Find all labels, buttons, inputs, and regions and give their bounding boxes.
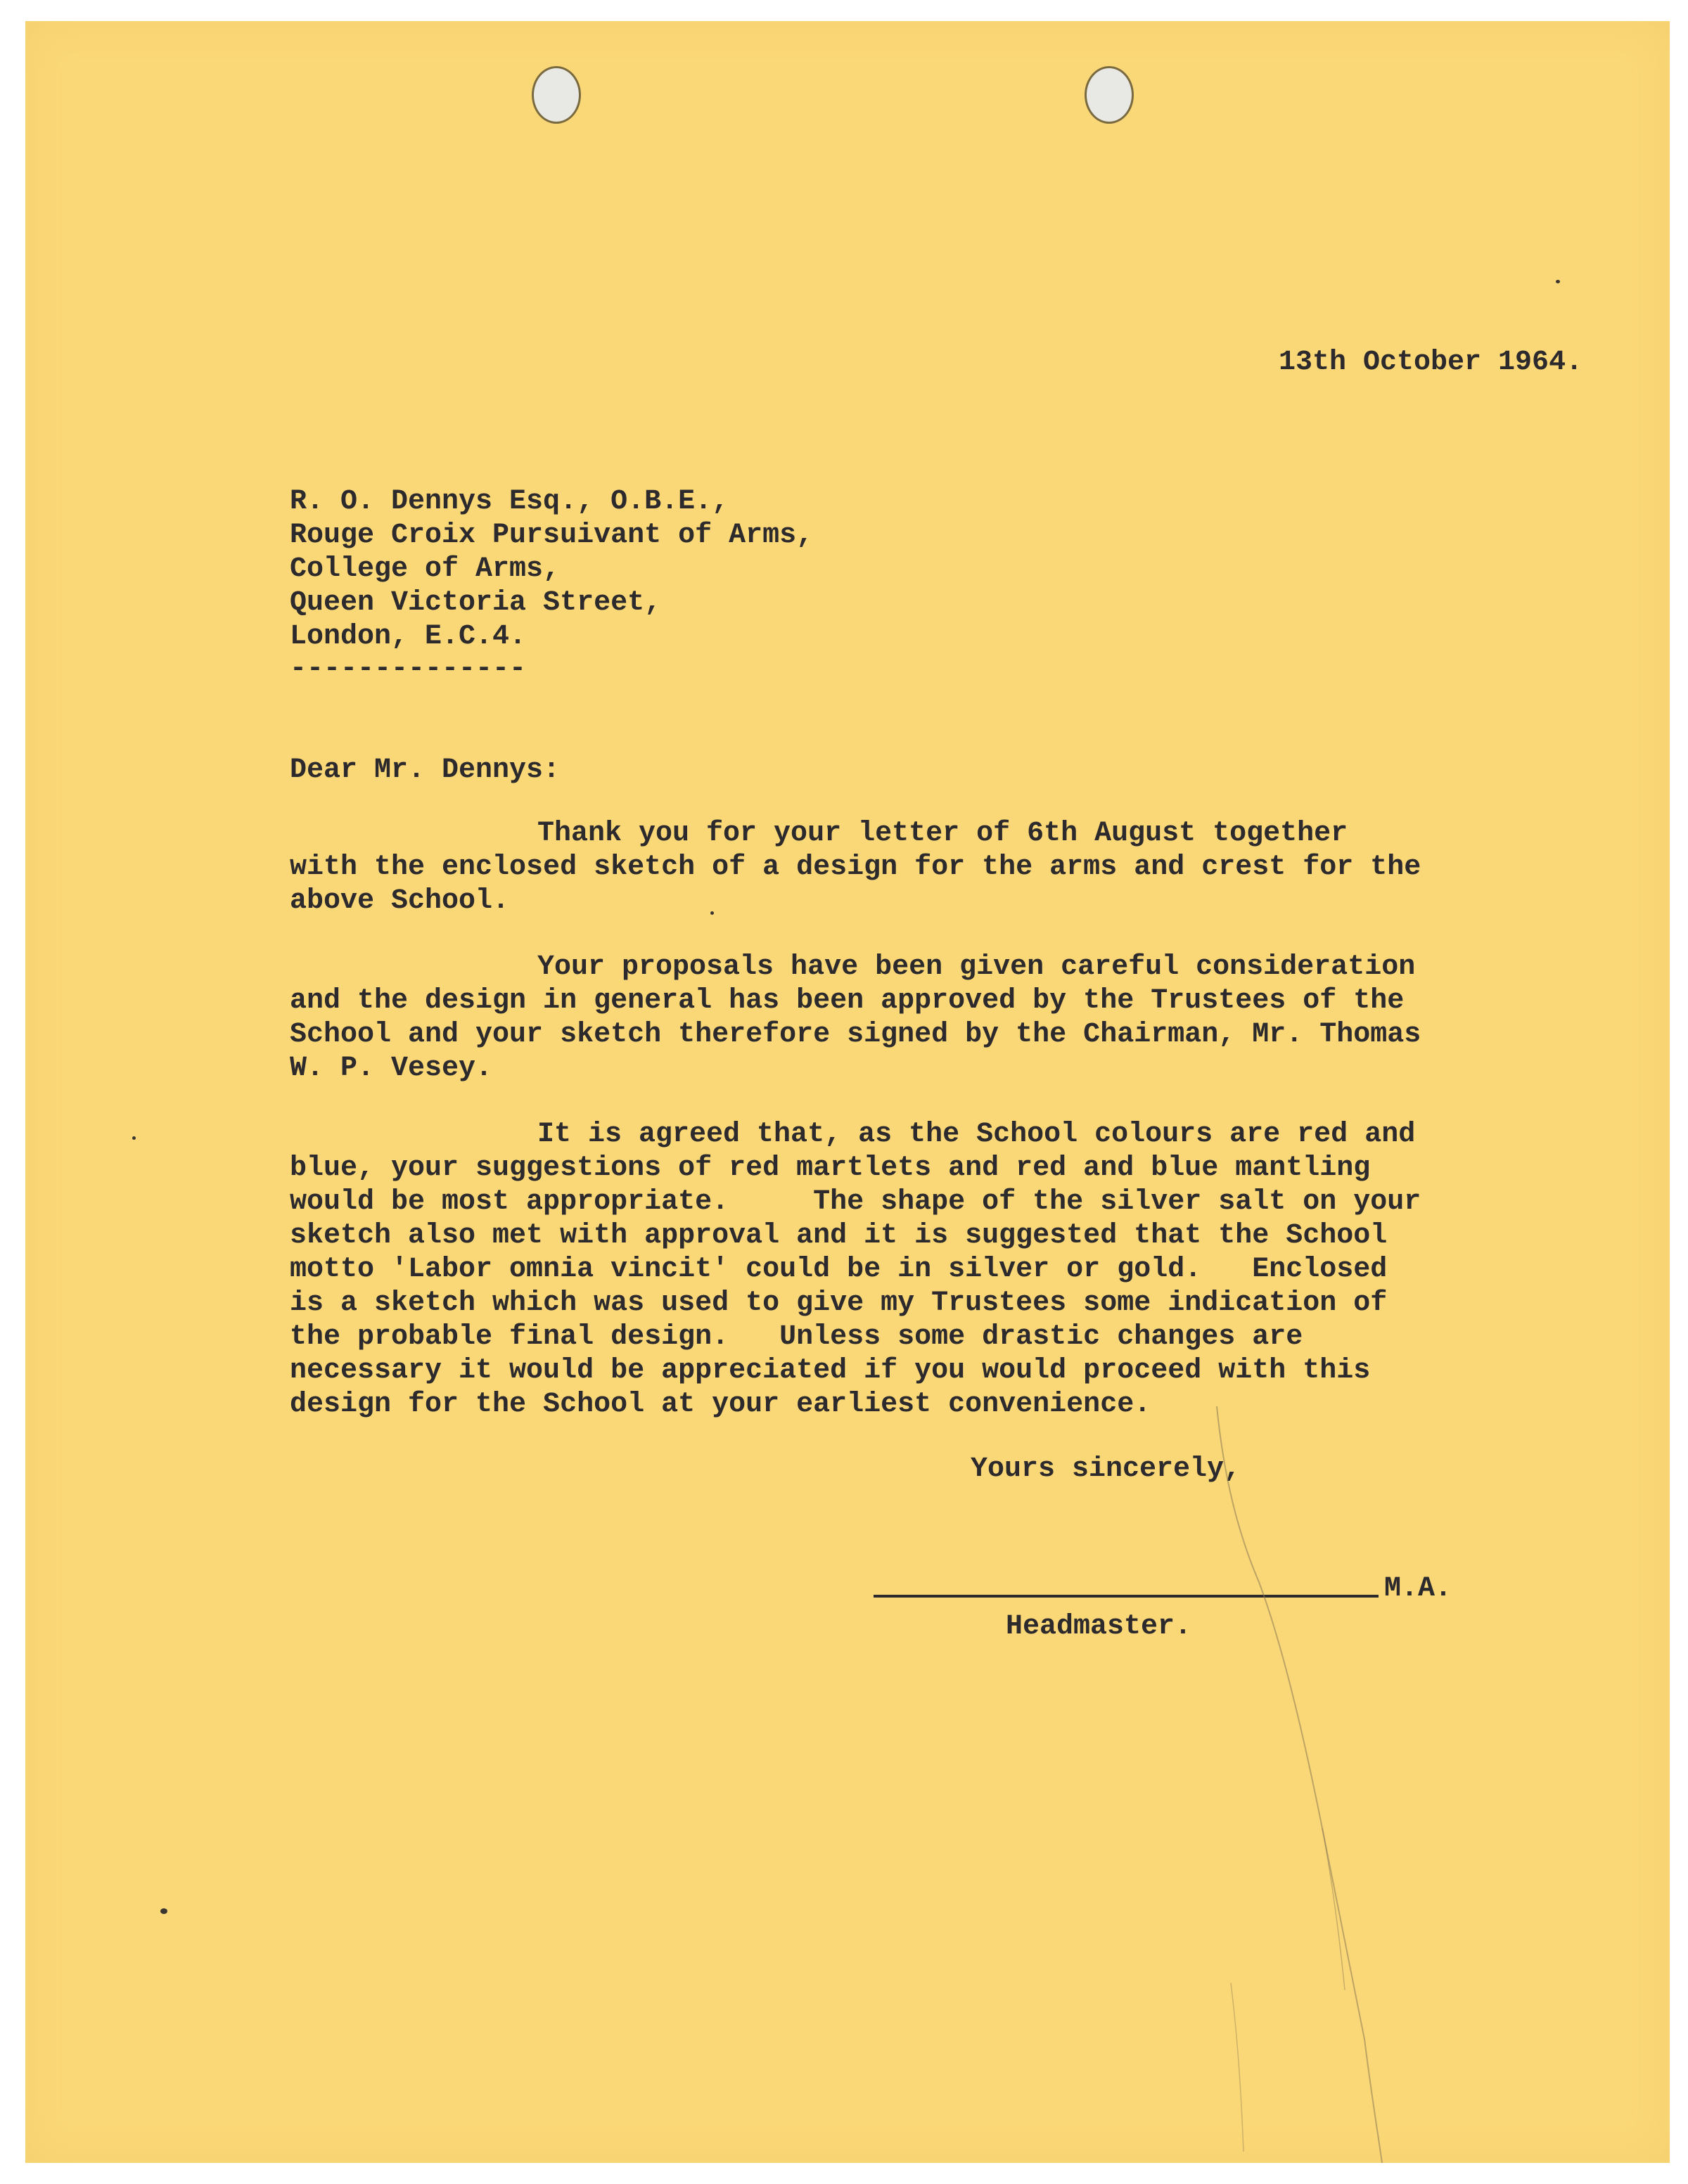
address-line-4: Queen Victoria Street, [290, 587, 662, 619]
paragraph-3-line: blue, your suggestions of red martlets and red and blue mantling [290, 1152, 1371, 1184]
paragraph-3-line: sketch also met with approval and it is suggested that the School [290, 1220, 1388, 1252]
paragraph-3-line: It is agreed that, as the School colours are red and [537, 1119, 1416, 1150]
crease-line [1322, 1828, 1345, 1990]
ink-speck [710, 911, 714, 915]
paragraph-3-line: would be most appropriate. The shape of the silver salt on your [290, 1186, 1421, 1218]
paragraph-3-line: necessary it would be appreciated if you would proceed with this [290, 1355, 1371, 1387]
letter-date: 13th October 1964. [1279, 347, 1583, 378]
address-line-1: R. O. Dennys Esq., O.B.E., [290, 486, 729, 518]
address-line-2: Rouge Croix Pursuivant of Arms, [290, 520, 814, 551]
closing: Yours sincerely, [971, 1453, 1241, 1485]
paragraph-3-line: is a sketch which was used to give my Trustees some indication of [290, 1287, 1388, 1319]
crease-line [1231, 1983, 1243, 2152]
address-line-5: London, E.C.4. [290, 621, 527, 653]
address-line-3: College of Arms, [290, 553, 561, 585]
paragraph-2-line: W. P. Vesey. [290, 1053, 493, 1084]
paragraph-3-line: motto 'Labor omnia vincit' could be in silver or gold. Enclosed [290, 1254, 1388, 1285]
salutation: Dear Mr. Dennys: [290, 754, 561, 786]
signatory-title: Headmaster. [1006, 1611, 1192, 1643]
address-rule: -------------- [290, 653, 527, 685]
ink-speck [160, 1908, 167, 1914]
paragraph-1-line: with the enclosed sketch of a design for the arms and crest for the [290, 852, 1421, 883]
ink-speck [132, 1136, 136, 1140]
paragraph-1-line: Thank you for your letter of 6th August together [537, 818, 1348, 849]
paragraph-2-line: Your proposals have been given careful consideration [537, 951, 1416, 983]
paragraph-3-line: design for the School at your earliest convenience. [290, 1389, 1151, 1420]
paragraph-3-line: the probable final design. Unless some drastic changes are [290, 1321, 1303, 1353]
signature-suffix: M.A. [1384, 1573, 1452, 1605]
paragraph-1-line: above School. [290, 885, 510, 917]
ink-speck [1556, 280, 1560, 283]
paragraph-2-line: School and your sketch therefore signed by the Chairman, Mr. Thomas [290, 1019, 1421, 1051]
paragraph-2-line: and the design in general has been approved by the Trustees of the [290, 985, 1405, 1017]
crease-line [1217, 1406, 1382, 2163]
